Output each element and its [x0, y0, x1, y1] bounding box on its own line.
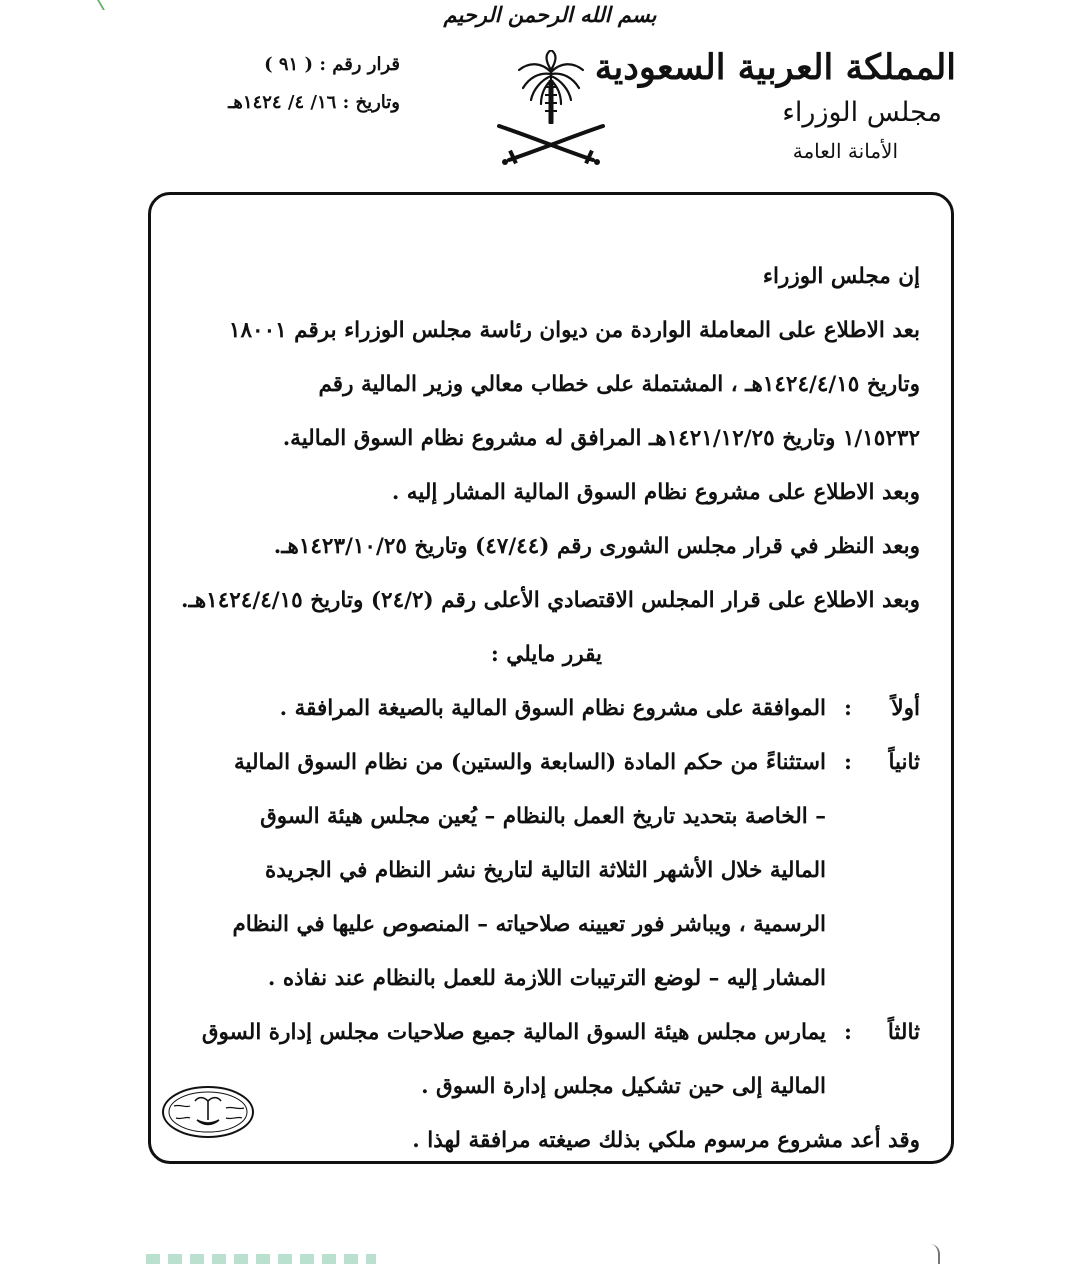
- item-colon: :: [844, 750, 852, 775]
- decision-number-row: [150, 46, 400, 84]
- decision-number-value: ( ٩١ ): [264, 54, 314, 75]
- decision-date-row: [150, 84, 400, 122]
- item-line: المشار إليه – لوضع الترتيبات اللازمة للعمل بالنظام عند نفاذه .: [267, 966, 826, 991]
- kingdom-name: المملكة العربية السعودية: [594, 47, 956, 88]
- decides-heading: يقرر مايلي :: [490, 642, 602, 667]
- paragraph1-line1: بعد الاطلاع على المعاملة الواردة من ديوان رئاسة مجلس الوزراء برقم ١٨٠٠١: [228, 318, 920, 343]
- palm-swords-emblem-icon: [493, 50, 609, 168]
- decision-date-value: ١٦/ ٤/ ١٤٢٤هـ: [228, 92, 337, 113]
- decision-body: [180, 250, 920, 1168]
- council-name: مجلس الوزراء: [782, 97, 942, 128]
- item-label: أولاً: [891, 696, 920, 721]
- paragraph4: وبعد الاطلاع على قرار المجلس الاقتصادي الأعلى رقم (٢٤/٢) وتاريخ ١٤٢٤/٤/١٥هـ.: [181, 588, 920, 613]
- item-line: المالية خلال الأشهر الثلاثة التالية لتاريخ نشر النظام في الجريدة: [264, 858, 826, 883]
- item-line: – الخاصة بتحديد تاريخ العمل بالنظام – يُعين مجلس هيئة السوق: [260, 804, 826, 829]
- paragraph2: وبعد الاطلاع على مشروع نظام السوق المالية المشار إليه .: [391, 480, 920, 505]
- closing-line: وقد أعد مشروع مرسوم ملكي بذلك صيغته مرافقة لهذا .: [412, 1128, 920, 1153]
- basmala: بسم الله الرحمن الرحيم: [443, 2, 657, 27]
- item-label: ثانياً: [888, 750, 920, 775]
- item-line: يمارس مجلس هيئة السوق المالية جميع صلاحيات مجلس إدارة السوق: [201, 1020, 826, 1045]
- item-colon: :: [844, 696, 852, 721]
- item-text: [180, 736, 826, 1006]
- corner-mark: [97, 0, 117, 10]
- item-line: الموافقة على مشروع نظام السوق المالية بالصيغة المرافقة .: [279, 696, 826, 721]
- paragraph1-line3: ١/١٥٢٣٢ وتاريخ ١٤٢١/١٢/٢٥هـ المرافق له مشروع نظام السوق المالية.: [282, 426, 920, 451]
- secretariat-name: الأمانة العامة: [792, 139, 898, 163]
- item-text: [180, 1006, 826, 1114]
- paragraph3: وبعد النظر في قرار مجلس الشورى رقم (٤٧/٤٤) وتاريخ ١٤٢٣/١٠/٢٥هـ.: [273, 534, 920, 559]
- item-line: المالية إلى حين تشكيل مجلس إدارة السوق .: [421, 1074, 826, 1099]
- item-line: استثناءً من حكم المادة (السابعة والستين) من نظام السوق المالية: [233, 750, 826, 775]
- item-line: الرسمية ، ويباشر فور تعيينه صلاحياته – المنصوص عليها في النظام: [232, 912, 826, 937]
- item-second: [180, 736, 920, 1006]
- decision-date-label: وتاريخ :: [342, 92, 400, 113]
- oval-seal-icon: [160, 1084, 256, 1140]
- opening-line: إن مجلس الوزراء: [762, 264, 920, 289]
- item-text: [180, 682, 826, 736]
- decision-reference: [150, 46, 400, 122]
- item-third: [180, 1006, 920, 1114]
- paragraph1-line2: وتاريخ ١٤٢٤/٤/١٥هـ ، المشتملة على خطاب معالي وزير المالية رقم: [318, 372, 920, 397]
- footer-mark: [930, 1244, 940, 1264]
- footer-strip: [146, 1254, 376, 1264]
- decision-number-label: قرار رقم :: [319, 54, 400, 75]
- letterhead-right: [594, 44, 956, 168]
- item-colon: :: [844, 1020, 852, 1045]
- item-label: ثالثاً: [887, 1020, 920, 1045]
- item-first: [180, 682, 920, 736]
